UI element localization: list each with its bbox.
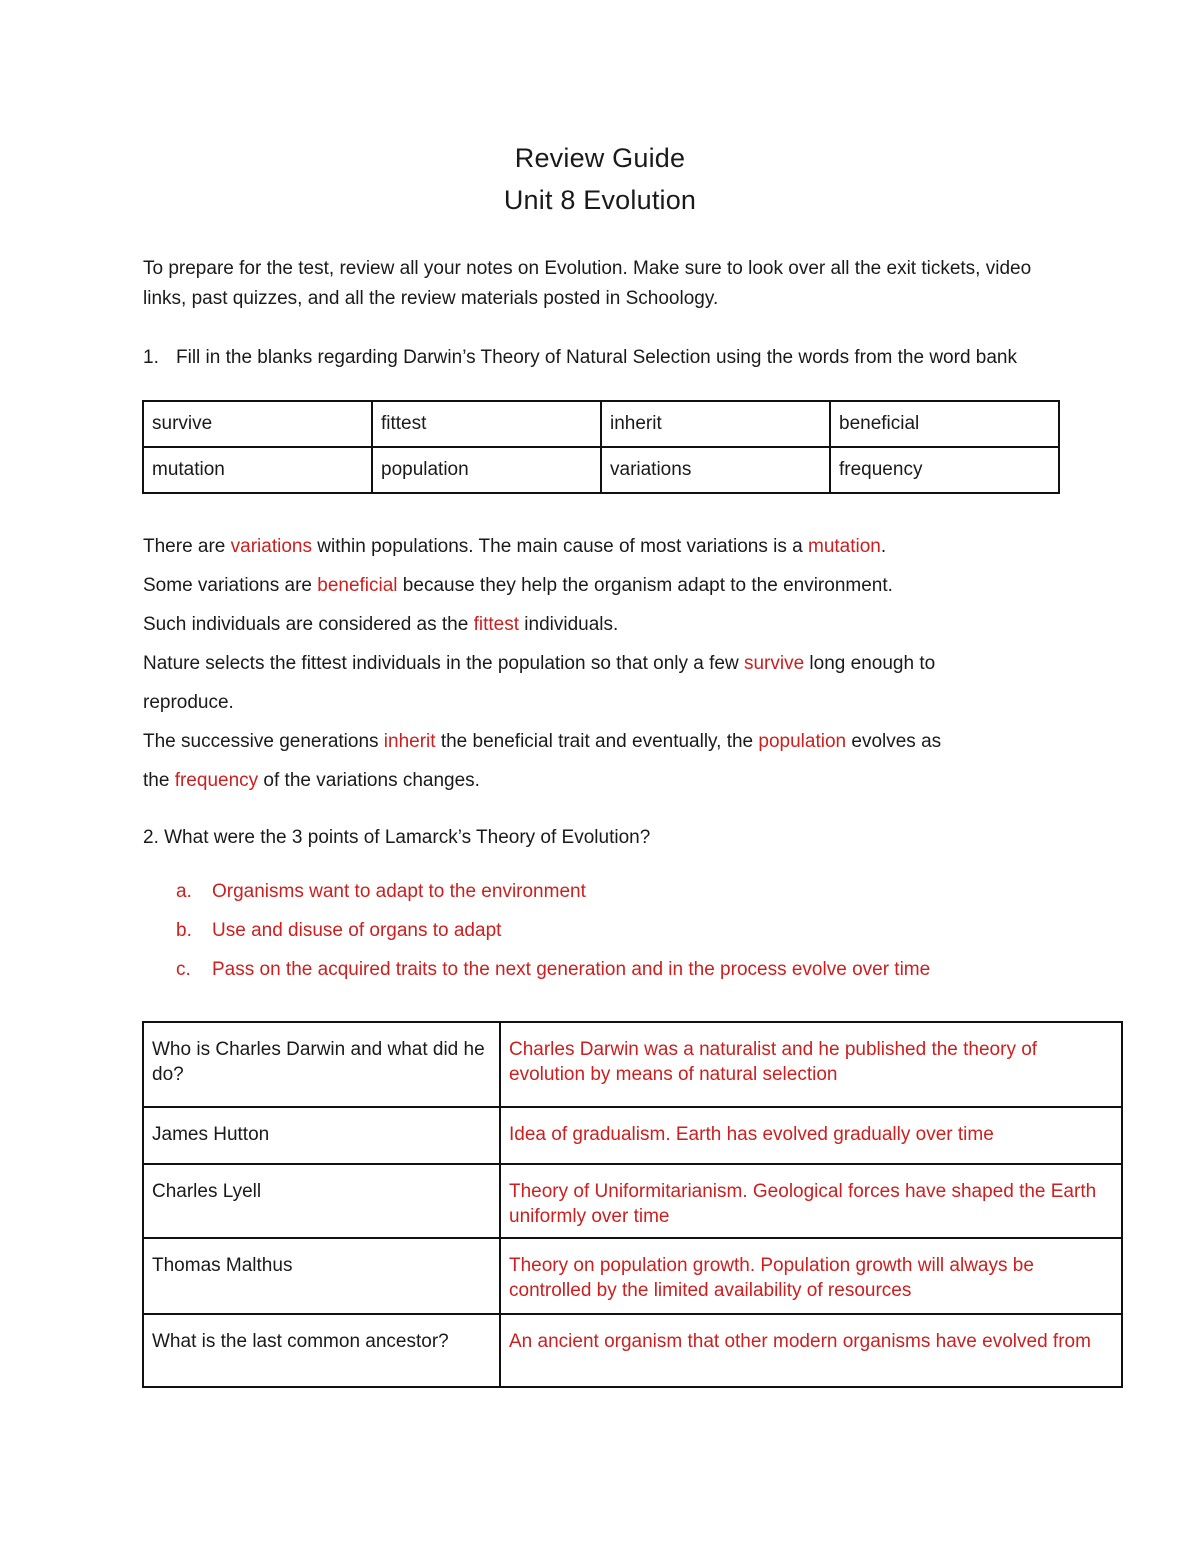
paragraph-line bbox=[143, 566, 1103, 605]
static-text: within populations. The main cause of most variations is a bbox=[311, 536, 808, 557]
list-item bbox=[176, 916, 930, 955]
answer-text: Use and disuse of organs to adapt bbox=[212, 920, 502, 941]
static-text: individuals. bbox=[519, 614, 619, 635]
list-letter: b. bbox=[176, 920, 192, 941]
word-bank-cell: mutation bbox=[143, 447, 372, 493]
paragraph-line bbox=[143, 605, 1103, 644]
static-text: Some variations are bbox=[143, 575, 318, 596]
static-text: the bbox=[143, 770, 175, 791]
scientists-table bbox=[142, 1021, 1123, 1388]
static-text: Nature selects the fittest individuals in the population so that only a few bbox=[143, 653, 744, 674]
word-bank-cell: inherit bbox=[601, 401, 830, 447]
table-row bbox=[143, 1022, 1122, 1107]
answer-cell: Theory on population growth. Population growth will always be controlled by the limited availability of resources bbox=[500, 1238, 1122, 1314]
page-title: Review Guide bbox=[514, 143, 686, 173]
answer-cell: Theory of Uniformitarianism. Geological forces have shaped the Earth uniformly over time bbox=[500, 1164, 1122, 1238]
filled-blank: frequency bbox=[174, 770, 259, 791]
filled-blank: population bbox=[758, 731, 847, 752]
paragraph-line bbox=[143, 683, 1103, 722]
answer-cell: Charles Darwin was a naturalist and he published the theory of evolution by means of natural selection bbox=[500, 1022, 1122, 1107]
filled-blank: mutation bbox=[808, 536, 881, 557]
question-2-prompt: 2. What were the 3 points of Lamarck’s Theory of Evolution? bbox=[143, 827, 651, 848]
filled-blank: survive bbox=[743, 653, 805, 674]
filled-blank: variations bbox=[230, 536, 312, 557]
filled-blank: fittest bbox=[473, 614, 519, 635]
question-cell: What is the last common ancestor? bbox=[143, 1314, 500, 1387]
word-bank-cell: fittest bbox=[372, 401, 601, 447]
static-text: Such individuals are considered as the bbox=[143, 614, 474, 635]
answer-text: Organisms want to adapt to the environment bbox=[212, 881, 586, 902]
list-item bbox=[176, 877, 930, 916]
question-1-number: 1. bbox=[143, 347, 159, 368]
static-text: because they help the organism adapt to the environment. bbox=[397, 575, 893, 596]
paragraph-line bbox=[143, 527, 1103, 566]
static-text: . bbox=[880, 536, 887, 557]
static-text: the beneficial trait and eventually, the bbox=[435, 731, 759, 752]
static-text: reproduce. bbox=[143, 692, 234, 713]
word-bank-cell: variations bbox=[601, 447, 830, 493]
list-letter: a. bbox=[176, 881, 192, 902]
intro-text: To prepare for the test, review all your notes on Evolution. Make sure to look over all the exit tickets, video links, past quizzes, and all the review materials posted in Schoology. bbox=[143, 258, 1032, 309]
static-text: evolves as bbox=[846, 731, 942, 752]
question-cell: Who is Charles Darwin and what did he do? bbox=[143, 1022, 500, 1107]
answer-cell: An ancient organism that other modern organisms have evolved from bbox=[500, 1314, 1122, 1387]
paragraph-line bbox=[143, 644, 1103, 683]
table-row bbox=[143, 1107, 1122, 1164]
word-bank-table bbox=[142, 400, 1060, 494]
word-bank-cell: population bbox=[372, 447, 601, 493]
table-row bbox=[143, 1314, 1122, 1387]
question-1-prompt: Fill in the blanks regarding Darwin’s Theory of Natural Selection using the words from the word bank bbox=[176, 347, 1017, 368]
table-row bbox=[143, 1238, 1122, 1314]
table-row bbox=[143, 1164, 1122, 1238]
word-bank-row bbox=[143, 401, 1059, 447]
word-bank-cell: frequency bbox=[830, 447, 1059, 493]
answer-text: Pass on the acquired traits to the next generation and in the process evolve over time bbox=[212, 959, 931, 980]
static-text: There are bbox=[143, 536, 231, 557]
list-letter: c. bbox=[176, 959, 191, 980]
lamarck-answers-list bbox=[176, 877, 930, 994]
page-subtitle: Unit 8 Evolution bbox=[503, 185, 697, 215]
list-item bbox=[176, 955, 930, 994]
question-cell: James Hutton bbox=[143, 1107, 500, 1164]
word-bank-cell: survive bbox=[143, 401, 372, 447]
paragraph-line bbox=[143, 761, 1103, 800]
filled-blank: beneficial bbox=[317, 575, 398, 596]
paragraph-line bbox=[143, 722, 1103, 761]
answer-cell: Idea of gradualism. Earth has evolved gradually over time bbox=[500, 1107, 1122, 1164]
question-cell: Thomas Malthus bbox=[143, 1238, 500, 1314]
question-1 bbox=[143, 343, 1073, 372]
word-bank-cell: beneficial bbox=[830, 401, 1059, 447]
static-text: long enough to bbox=[804, 653, 936, 674]
static-text: The successive generations bbox=[143, 731, 384, 752]
question-cell: Charles Lyell bbox=[143, 1164, 500, 1238]
filled-blank: inherit bbox=[383, 731, 436, 752]
word-bank-row bbox=[143, 447, 1059, 493]
static-text: of the variations changes. bbox=[258, 770, 480, 791]
natural-selection-paragraph bbox=[143, 527, 1103, 800]
